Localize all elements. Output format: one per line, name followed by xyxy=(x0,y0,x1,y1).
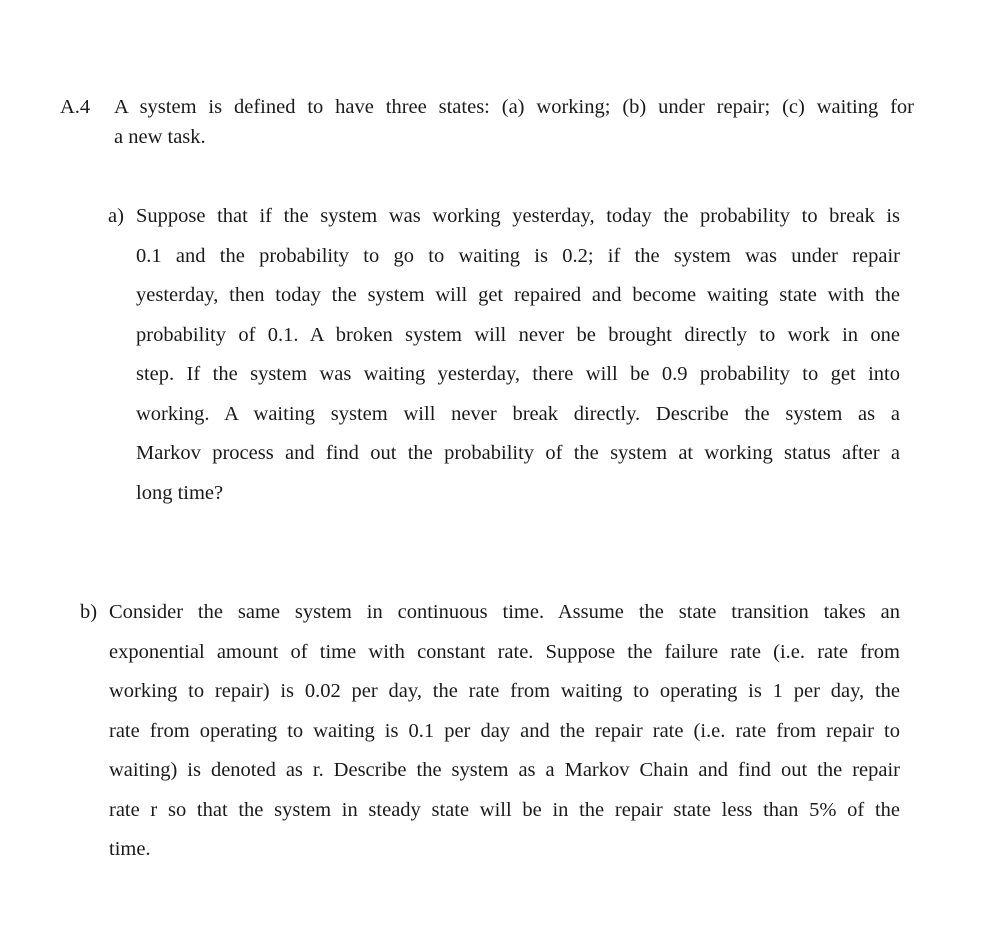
part-a-line: step. If the system was waiting yesterday, there will be 0.9 probability to get into xyxy=(136,363,900,385)
part-b-body xyxy=(109,593,900,870)
part-b-line: waiting) is denoted as r. Describe the system as a Markov Chain and find out the repair xyxy=(109,759,900,781)
part-a-line: Suppose that if the system was working yesterday, today the probability to break is xyxy=(136,205,900,227)
intro-line: a new task. xyxy=(114,126,206,148)
part-a-body xyxy=(136,197,900,513)
problem-intro xyxy=(114,92,914,152)
part-a-line: 0.1 and the probability to go to waiting is 0.2; if the system was under repair xyxy=(136,244,900,267)
part-b-line: working to repair) is 0.02 per day, the rate from waiting to operating is 1 per day, the xyxy=(109,680,900,702)
part-a-line: working. A waiting system will never break directly. Describe the system as a xyxy=(136,402,900,425)
part-b-label: b) xyxy=(80,601,98,623)
part-a-line: yesterday, then today the system will get repaired and become waiting state with the xyxy=(136,284,900,306)
part-b-line: exponential amount of time with constant rate. Suppose the failure rate (i.e. rate from xyxy=(109,640,900,663)
part-b-line: rate from operating to waiting is 0.1 per day and the repair rate (i.e. rate from repair to xyxy=(109,719,900,742)
part-b-line: rate r so that the system in steady state will be in the repair state less than 5% of the xyxy=(109,798,900,821)
part-a-label: a) xyxy=(108,205,124,227)
part-b xyxy=(80,593,900,870)
part-a-line: probability of 0.1. A broken system will never be brought directly to work in one xyxy=(136,323,900,346)
part-a-line: long time? xyxy=(136,481,224,504)
problem-number: A.4 xyxy=(60,96,91,118)
part-b-line: Consider the same system in continuous time. Assume the state transition takes an xyxy=(109,601,900,623)
part-a xyxy=(108,197,900,513)
intro-line: A system is defined to have three states: (a) working; (b) under repair; (c) waiting for xyxy=(114,96,914,118)
part-b-line: time. xyxy=(109,838,151,860)
part-a-line: Markov process and find out the probability of the system at working status after a xyxy=(136,442,900,464)
